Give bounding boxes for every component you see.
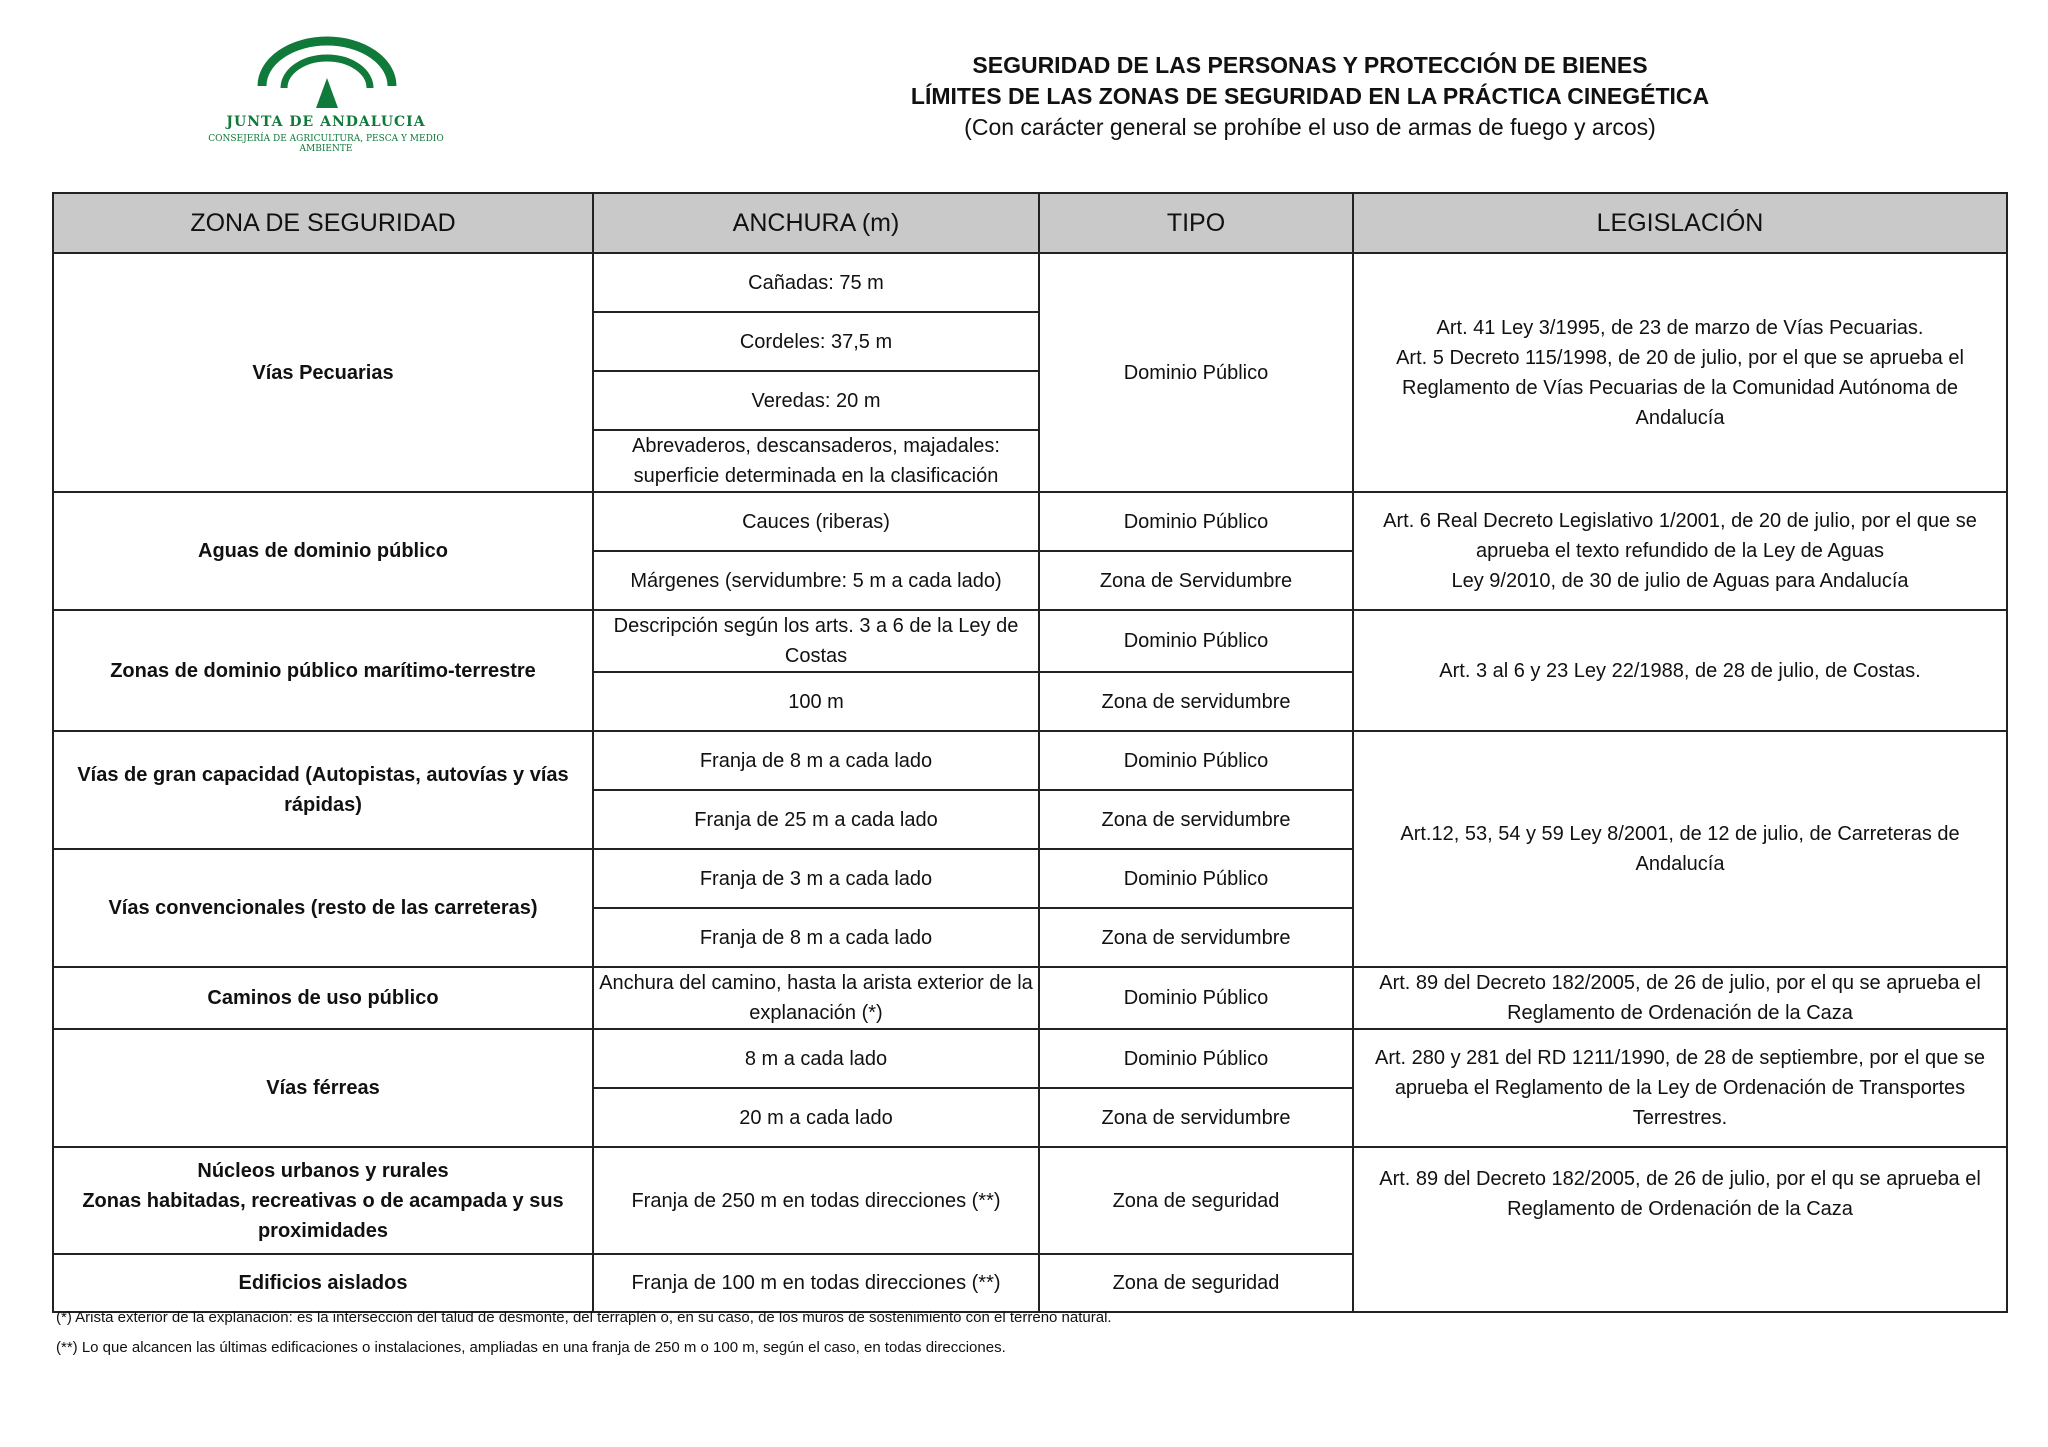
width-cell: Márgenes (servidumbre: 5 m a cada lado) [593,551,1039,610]
table-row [53,253,2007,312]
zone-ferreas: Vías férreas [53,1029,593,1147]
zone-aguas: Aguas de dominio público [53,492,593,610]
zone-nucleos [53,1147,593,1254]
width-cell: 20 m a cada lado [593,1088,1039,1147]
width-cell: Descripción según los arts. 3 a 6 de la Ley de Costas [593,610,1039,672]
law-cell: Art. 41 Ley 3/1995, de 23 de marzo de Vías Pecuarias. Art. 5 Decreto 115/1998, de 20 de julio, por el que se aprueba el Reglamento de Vías Pecuarias de la Comunidad Autónoma de Andalucía [1353,253,2007,492]
title-subtitle: (Con carácter general se prohíbe el uso de armas de fuego y arcos) [964,114,1656,140]
header-tipo: TIPO [1039,193,1353,253]
table-row [53,1147,2007,1254]
width-cell: Franja de 8 m a cada lado [593,908,1039,967]
logo-subtitle-text: CONSEJERÍA DE AGRICULTURA, PESCA Y MEDIO AMBIENTE [208,134,444,154]
table-row [53,731,2007,790]
law-cell: Art. 280 y 281 del RD 1211/1990, de 28 de septiembre, por el que se aprueba el Reglamento de la Ley de Ordenación de Transportes Terrestres. [1353,1029,2007,1147]
width-cell: Cañadas: 75 m [593,253,1039,312]
width-cell: Franja de 250 m en todas direcciones (**) [593,1147,1039,1254]
tipo-cell: Zona de seguridad [1039,1147,1353,1254]
zone-caminos: Caminos de uso público [53,967,593,1029]
width-cell: Franja de 25 m a cada lado [593,790,1039,849]
footnote-1: (*) Arista exterior de la explanación: es la intersección del talud de desmonte, del terraplén o, en su caso, de los muros de sostenimiento con el terreno natural. [56,1309,1112,1326]
tipo-cell: Zona de servidumbre [1039,908,1353,967]
law-cell: Art. 3 al 6 y 23 Ley 22/1988, de 28 de julio, de Costas. [1353,610,2007,731]
width-cell: Abrevaderos, descansaderos, majadales: superficie determinada en la clasificación [593,430,1039,492]
tipo-cell: Zona de servidumbre [1039,1088,1353,1147]
table-row [53,492,2007,551]
footnote-2: (**) Lo que alcancen las últimas edificaciones o instalaciones, ampliadas en una franja de 250 m o 100 m, según el caso, en todas direcciones. [56,1339,1006,1356]
table-row [53,967,2007,1029]
width-cell: Franja de 100 m en todas direcciones (**) [593,1254,1039,1312]
zone-vias-pecuarias: Vías Pecuarias [53,253,593,492]
header-anchura: ANCHURA (m) [593,193,1039,253]
tipo-cell: Dominio Público [1039,492,1353,551]
table-row [53,1029,2007,1088]
table-row [53,610,2007,672]
tipo-cell: Dominio Público [1039,849,1353,908]
title-line-1: SEGURIDAD DE LAS PERSONAS Y PROTECCIÓN DE BIENES [972,52,1648,78]
arch-emblem-icon [252,36,402,112]
width-cell: 8 m a cada lado [593,1029,1039,1088]
tipo-cell: Zona de Servidumbre [1039,551,1353,610]
width-cell: Anchura del camino, hasta la arista exterior de la explanación (*) [593,967,1039,1029]
tipo-cell: Dominio Público [1039,253,1353,492]
header-zona: ZONA DE SEGURIDAD [53,193,593,253]
law-cell: Art.12, 53, 54 y 59 Ley 8/2001, de 12 de julio, de Carreteras de Andalucía [1353,731,2007,967]
junta-andalucia-logo [196,36,456,154]
tipo-cell: Dominio Público [1039,967,1353,1029]
width-cell: Cordeles: 37,5 m [593,312,1039,371]
zone-nucleos-line1: Núcleos urbanos y rurales [197,1159,449,1182]
tipo-cell: Dominio Público [1039,1029,1353,1088]
zone-costas: Zonas de dominio público marítimo-terrestre [53,610,593,731]
width-cell: Cauces (riberas) [593,492,1039,551]
logo-brand-text: JUNTA DE ANDALUCIA [226,114,426,130]
law-cell: Art. 89 del Decreto 182/2005, de 26 de julio, por el qu se aprueba el Reglamento de Ordenación de la Caza [1353,967,2007,1029]
document-header [760,50,1860,143]
zone-edificios: Edificios aislados [53,1254,593,1312]
tipo-cell: Dominio Público [1039,610,1353,672]
tipo-cell: Zona de servidumbre [1039,672,1353,731]
law-cell: Art. 6 Real Decreto Legislativo 1/2001, de 20 de julio, por el que se aprueba el texto refundido de la Ley de Aguas Ley 9/2010, de 30 de julio de Aguas para Andalucía [1353,492,2007,610]
table-header-row [53,193,2007,253]
header-legislacion: LEGISLACIÓN [1353,193,2007,253]
zone-convencionales: Vías convencionales (resto de las carreteras) [53,849,593,967]
width-cell: Franja de 8 m a cada lado [593,731,1039,790]
law-cell: Art. 89 del Decreto 182/2005, de 26 de julio, por el qu se aprueba el Reglamento de Ordenación de la Caza [1353,1147,2007,1312]
title-line-2: LÍMITES DE LAS ZONAS DE SEGURIDAD EN LA PRÁCTICA CINEGÉTICA [910,83,1710,109]
width-cell: 100 m [593,672,1039,731]
security-zones-table [52,192,2008,1313]
width-cell: Veredas: 20 m [593,371,1039,430]
tipo-cell: Zona de servidumbre [1039,790,1353,849]
tipo-cell: Dominio Público [1039,731,1353,790]
zone-gran-capacidad: Vías de gran capacidad (Autopistas, autovías y vías rápidas) [53,731,593,849]
tipo-cell: Zona de seguridad [1039,1254,1353,1312]
width-cell: Franja de 3 m a cada lado [593,849,1039,908]
zone-nucleos-line2: Zonas habitadas, recreativas o de acampada y sus proximidades [82,1189,564,1242]
